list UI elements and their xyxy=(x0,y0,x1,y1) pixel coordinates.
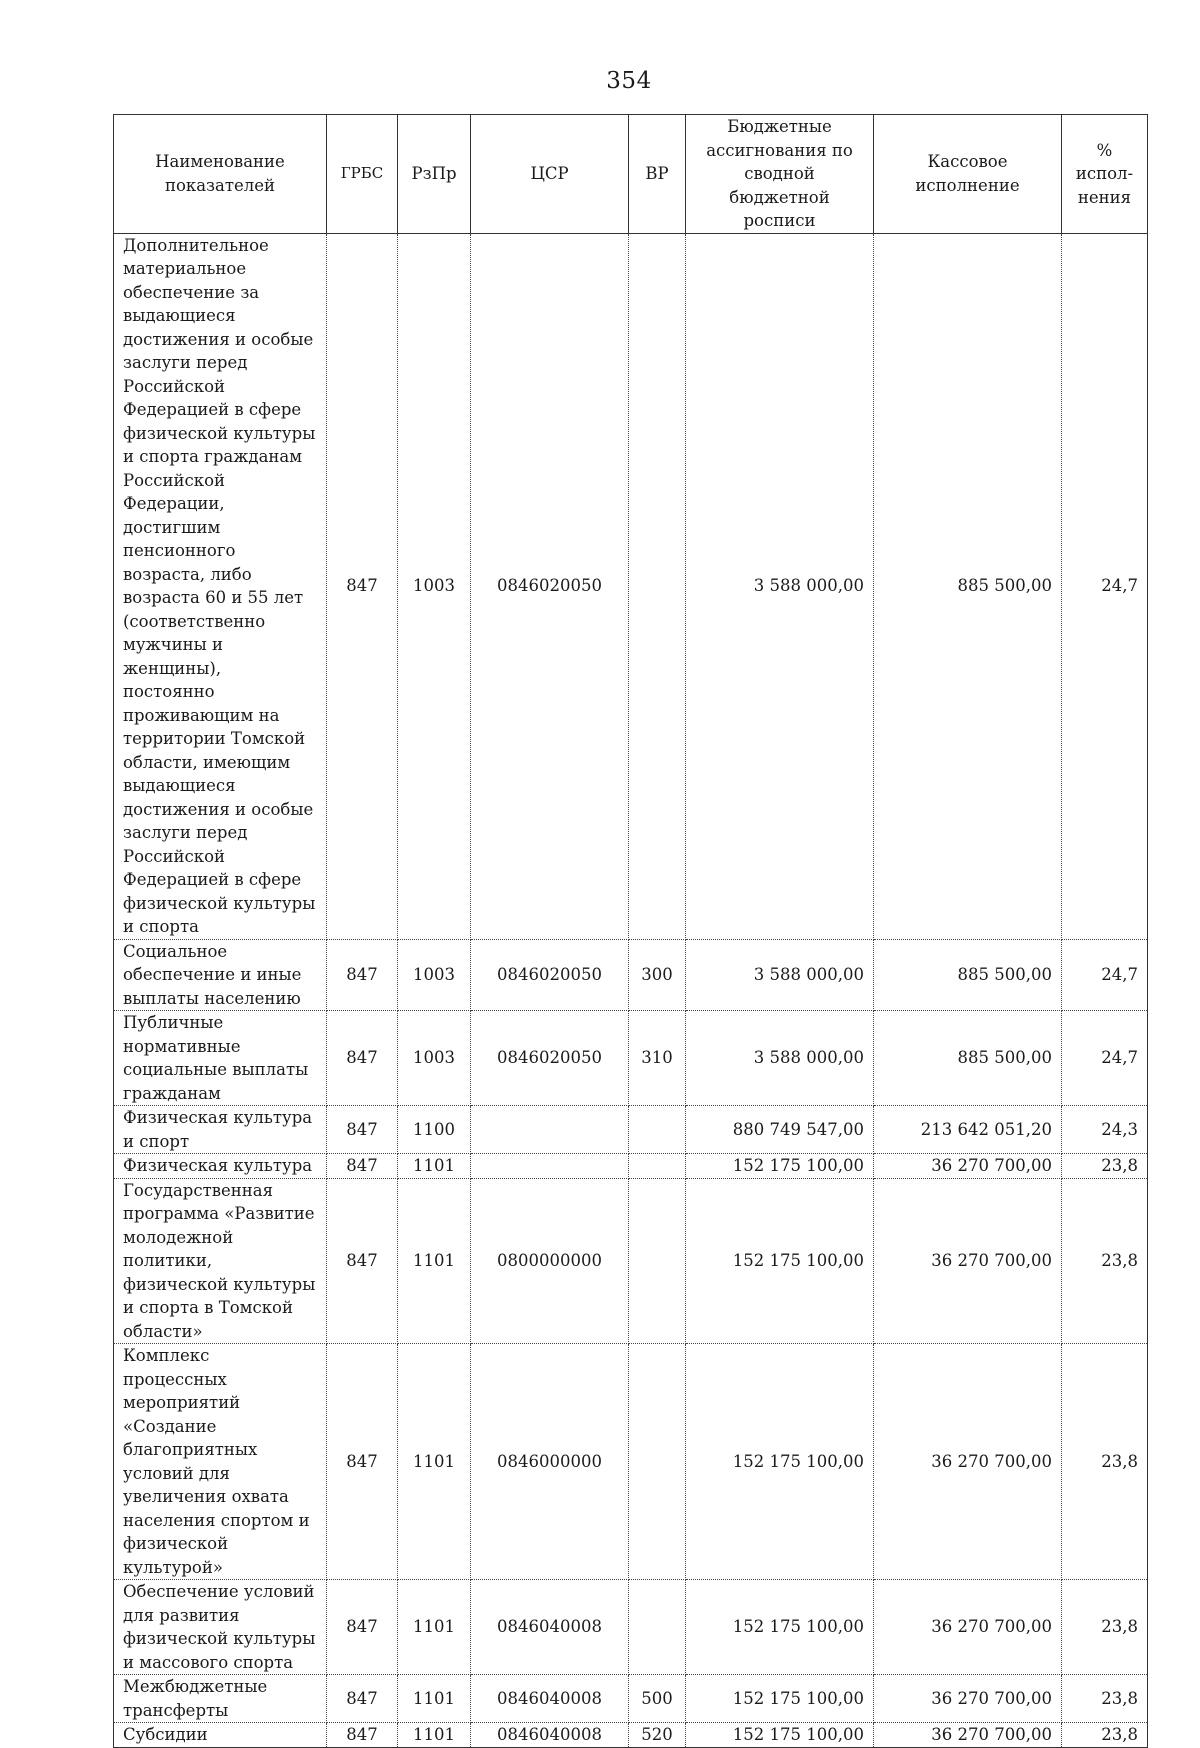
row-name: Обеспечение условий для развития физической культуры и массового спорта xyxy=(114,1580,327,1675)
row-grbs: 847 xyxy=(327,1011,398,1106)
row-vr xyxy=(629,1154,686,1179)
row-cash: 36 270 700,00 xyxy=(874,1723,1062,1748)
row-assignments: 152 175 100,00 xyxy=(686,1344,874,1580)
row-cash: 36 270 700,00 xyxy=(874,1344,1062,1580)
row-cash: 36 270 700,00 xyxy=(874,1580,1062,1675)
header-vr: ВР xyxy=(629,115,686,234)
row-name: Физическая культура xyxy=(114,1154,327,1179)
row-rzpr: 1003 xyxy=(398,233,471,939)
row-name: Комплекс процессных мероприятий «Создание благоприятных условий для увеличения охвата населения спортом и физической культурой» xyxy=(114,1344,327,1580)
row-name: Социальное обеспечение и иные выплаты населению xyxy=(114,939,327,1011)
page-number: 354 xyxy=(606,68,652,94)
row-csr: 0846000000 xyxy=(471,1344,629,1580)
row-percent: 24,7 xyxy=(1062,233,1148,939)
table-row xyxy=(114,1011,1148,1106)
row-csr: 0846020050 xyxy=(471,233,629,939)
row-assignments: 152 175 100,00 xyxy=(686,1723,874,1748)
header-cash: Кассовое исполнение xyxy=(874,115,1062,234)
row-cash: 885 500,00 xyxy=(874,1011,1062,1106)
row-rzpr: 1101 xyxy=(398,1344,471,1580)
table-body xyxy=(114,233,1148,1747)
row-vr xyxy=(629,1106,686,1154)
row-grbs: 847 xyxy=(327,939,398,1011)
row-cash: 36 270 700,00 xyxy=(874,1154,1062,1179)
table-row xyxy=(114,1723,1148,1748)
header-csr: ЦСР xyxy=(471,115,629,234)
row-assignments: 152 175 100,00 xyxy=(686,1675,874,1723)
row-csr xyxy=(471,1106,629,1154)
row-vr xyxy=(629,1178,686,1344)
row-rzpr: 1101 xyxy=(398,1154,471,1179)
row-rzpr: 1101 xyxy=(398,1178,471,1344)
budget-execution-table xyxy=(113,114,1148,1748)
row-percent: 23,8 xyxy=(1062,1154,1148,1179)
row-grbs: 847 xyxy=(327,1106,398,1154)
header-rzpr: РзПр xyxy=(398,115,471,234)
row-rzpr: 1101 xyxy=(398,1675,471,1723)
row-grbs: 847 xyxy=(327,1580,398,1675)
row-vr: 310 xyxy=(629,1011,686,1106)
row-percent: 23,8 xyxy=(1062,1344,1148,1580)
header-grbs: ГРБС xyxy=(327,115,398,234)
row-percent: 23,8 xyxy=(1062,1675,1148,1723)
table-row xyxy=(114,1344,1148,1580)
row-name: Субсидии xyxy=(114,1723,327,1748)
row-assignments: 152 175 100,00 xyxy=(686,1178,874,1344)
table-row xyxy=(114,939,1148,1011)
row-rzpr: 1100 xyxy=(398,1106,471,1154)
row-percent: 24,3 xyxy=(1062,1106,1148,1154)
row-vr xyxy=(629,1580,686,1675)
row-assignments: 3 588 000,00 xyxy=(686,1011,874,1106)
header-assignments: Бюджетные ассигнования по сводной бюджетной росписи xyxy=(686,115,874,234)
row-csr: 0800000000 xyxy=(471,1178,629,1344)
row-csr: 0846020050 xyxy=(471,1011,629,1106)
table-row xyxy=(114,1106,1148,1154)
row-cash: 885 500,00 xyxy=(874,233,1062,939)
row-percent: 23,8 xyxy=(1062,1580,1148,1675)
row-vr: 500 xyxy=(629,1675,686,1723)
row-name: Публичные нормативные социальные выплаты гражданам xyxy=(114,1011,327,1106)
row-assignments: 152 175 100,00 xyxy=(686,1580,874,1675)
row-grbs: 847 xyxy=(327,233,398,939)
row-cash: 213 642 051,20 xyxy=(874,1106,1062,1154)
row-vr xyxy=(629,1344,686,1580)
row-csr: 0846020050 xyxy=(471,939,629,1011)
row-grbs: 847 xyxy=(327,1723,398,1748)
row-percent: 23,8 xyxy=(1062,1178,1148,1344)
row-csr xyxy=(471,1154,629,1179)
row-name: Государственная программа «Развитие молодежной политики, физической культуры и спорта в Томской области» xyxy=(114,1178,327,1344)
table-row xyxy=(114,233,1148,939)
row-rzpr: 1101 xyxy=(398,1580,471,1675)
row-csr: 0846040008 xyxy=(471,1675,629,1723)
row-vr: 300 xyxy=(629,939,686,1011)
table-header-row xyxy=(114,115,1148,234)
row-cash: 36 270 700,00 xyxy=(874,1675,1062,1723)
row-grbs: 847 xyxy=(327,1675,398,1723)
header-percent: % испол-нения xyxy=(1062,115,1148,234)
row-percent: 24,7 xyxy=(1062,1011,1148,1106)
table-row xyxy=(114,1675,1148,1723)
row-assignments: 3 588 000,00 xyxy=(686,233,874,939)
row-name: Физическая культура и спорт xyxy=(114,1106,327,1154)
row-percent: 23,8 xyxy=(1062,1723,1148,1748)
row-assignments: 152 175 100,00 xyxy=(686,1154,874,1179)
row-rzpr: 1003 xyxy=(398,1011,471,1106)
row-name: Межбюджетные трансферты xyxy=(114,1675,327,1723)
row-grbs: 847 xyxy=(327,1344,398,1580)
row-vr: 520 xyxy=(629,1723,686,1748)
table-row xyxy=(114,1154,1148,1179)
row-name: Дополнительное материальное обеспечение за выдающиеся достижения и особые заслуги перед Российской Федерацией в сфере физической культуры и спорта гражданам Российской Федерации, достигшим пенсионного возраста, либо возраста 60 и 55 лет (соответственно мужчины и женщины), постоянно проживающим на территории Томской области, имеющим выдающиеся достижения и особые заслуги перед Российской Федерацией в сфере физической культуры и спорта xyxy=(114,233,327,939)
row-assignments: 3 588 000,00 xyxy=(686,939,874,1011)
row-percent: 24,7 xyxy=(1062,939,1148,1011)
row-csr: 0846040008 xyxy=(471,1580,629,1675)
row-vr xyxy=(629,233,686,939)
row-assignments: 880 749 547,00 xyxy=(686,1106,874,1154)
row-grbs: 847 xyxy=(327,1178,398,1344)
row-rzpr: 1101 xyxy=(398,1723,471,1748)
row-cash: 885 500,00 xyxy=(874,939,1062,1011)
row-rzpr: 1003 xyxy=(398,939,471,1011)
header-name: Наименование показателей xyxy=(114,115,327,234)
row-cash: 36 270 700,00 xyxy=(874,1178,1062,1344)
table-row xyxy=(114,1178,1148,1344)
row-csr: 0846040008 xyxy=(471,1723,629,1748)
table-row xyxy=(114,1580,1148,1675)
row-grbs: 847 xyxy=(327,1154,398,1179)
